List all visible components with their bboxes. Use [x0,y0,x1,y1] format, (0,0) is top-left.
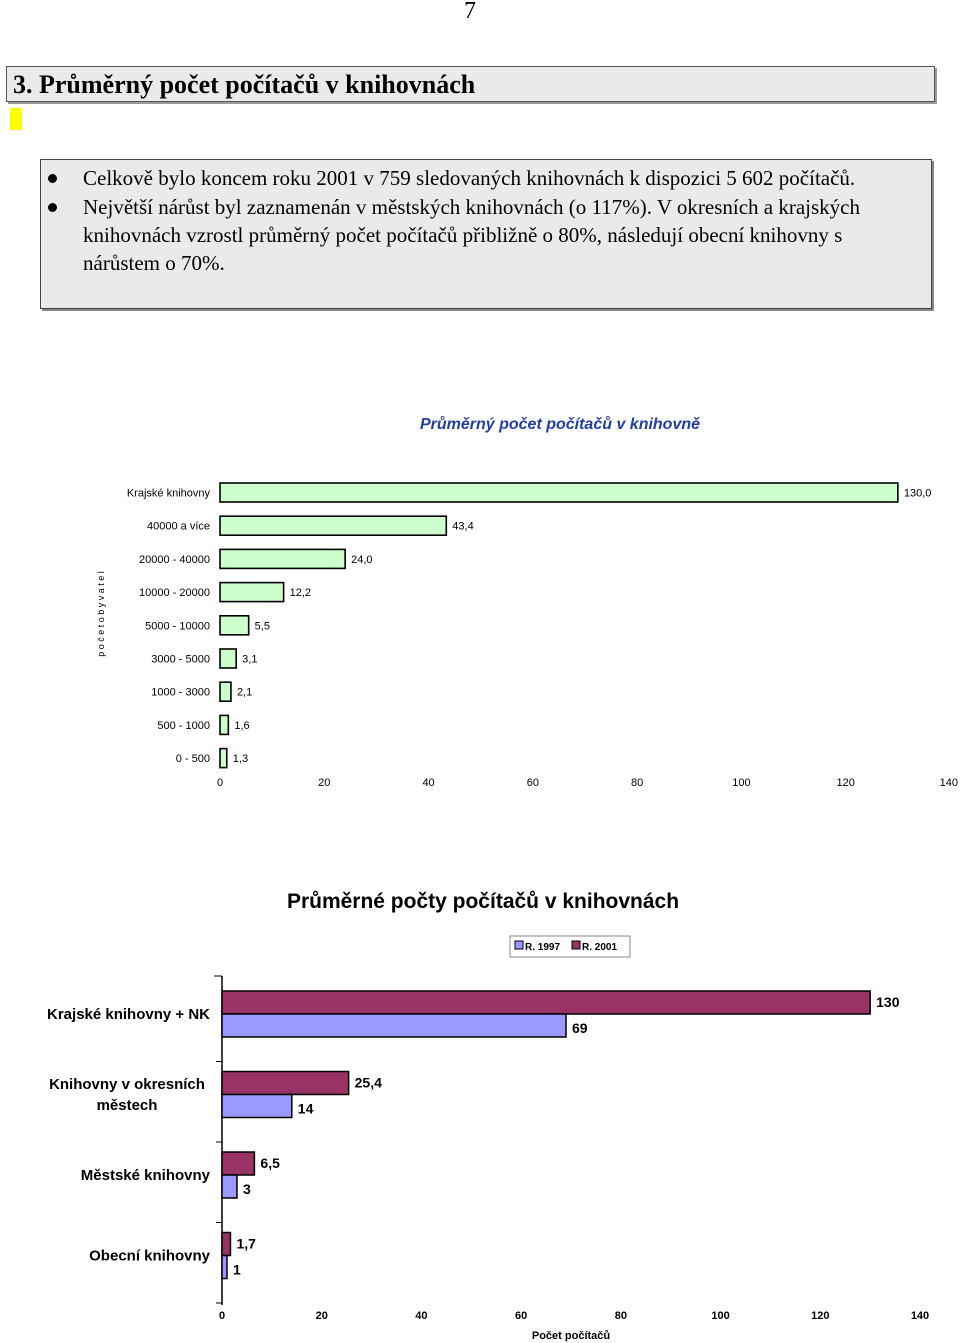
bar [220,516,446,535]
data-label: 24,0 [351,553,373,566]
bar-1997 [222,1095,292,1118]
data-label: 5,5 [254,620,270,633]
bar [220,549,345,568]
category-label: 40000 a více [147,520,210,533]
summary-item [41,193,901,277]
chart-title: Průměrný počet počítačů v knihovně [419,416,701,433]
bar [220,649,236,668]
data-label: 1 [232,1261,241,1278]
x-tick-label: 0 [216,777,224,789]
data-label: 43,4 [452,520,474,533]
category-label: 1000 - 3000 [151,686,210,699]
y-axis-label: p o č e t o b y v a t e l [96,571,106,657]
x-tick-label: 60 [515,1310,528,1322]
section-heading-box [6,66,935,102]
x-tick-label: 80 [631,777,644,789]
summary-item [41,164,901,192]
data-label: 2,1 [236,686,253,699]
summary-text: Celkově bylo koncem roku 2001 v 759 sledovaných knihovnách k dispozici 5 602 počítačů. [83,166,856,190]
bullet-icon [48,203,57,212]
category-label: Krajské knihovny [126,487,210,500]
category-label: Městské knihovny [80,1167,210,1184]
data-label: 14 [297,1100,314,1117]
x-axis-label: Počet počítačů [531,1330,611,1342]
data-label: 3 [242,1181,251,1197]
x-tick-label: 40 [415,1310,428,1322]
data-label: 69 [572,1020,588,1036]
x-tick-label: 60 [526,777,539,789]
x-tick-label: 80 [614,1310,627,1322]
bar [220,583,284,602]
x-tick-label: 0 [218,1310,226,1322]
category-label: 5000 - 10000 [145,620,210,633]
data-label: 130 [876,994,900,1010]
category-label: 20000 - 40000 [139,553,210,566]
data-label: 6,5 [260,1155,280,1171]
bar [220,715,228,734]
legend-label: R. 1997 [525,942,561,953]
x-tick-label: 140 [939,777,958,789]
bar-1997 [222,1014,566,1037]
data-label: 1,7 [236,1235,256,1252]
category-label: Obecní knihovny [89,1247,210,1265]
bar-1997 [222,1175,237,1198]
bar-2001 [222,1072,349,1095]
chart-comparison [0,880,960,1343]
section-heading: 3. Průměrný počet počítačů v knihovnách [13,70,476,99]
bar-2001 [222,1233,230,1256]
chart-per-library [0,400,960,800]
x-tick-label: 120 [836,777,855,789]
bar-2001 [222,991,870,1014]
x-tick-label: 100 [732,777,751,789]
data-label: 3,1 [242,653,258,666]
category-label: 0 - 500 [175,753,210,766]
bar [220,616,249,635]
x-tick-label: 20 [318,777,331,789]
data-label: 1,3 [232,753,249,766]
category-label: 3000 - 5000 [151,653,210,666]
bullet-icon [48,174,57,183]
highlight-mark [10,108,22,130]
bar [220,483,898,502]
x-tick-label: 100 [711,1310,730,1322]
data-label: 25,4 [354,1074,382,1091]
x-tick-label: 40 [422,777,435,789]
summary-box [40,159,932,309]
legend-label: R. 2001 [582,942,618,953]
category-label: 10000 - 20000 [139,587,210,600]
x-tick-label: 120 [811,1310,830,1322]
category-label: Knihovny v okresních [49,1076,205,1093]
chart-title: Průměrné počty počítačů v knihovnách [286,890,680,913]
x-tick-label: 20 [315,1310,328,1322]
data-label: 1,6 [234,719,250,732]
summary-text: Největší nárůst byl zaznamenán v městských knihovnách (o 117%). V okresních a krajských knihovnách vzrostl průměrný počet počítačů přibližně o 80%, následují obecní knihovny s nárůstem o 70%. [83,195,860,275]
legend-swatch [515,941,523,949]
legend-swatch [572,941,580,949]
category-label: Krajské knihovny + NK [47,1006,210,1023]
bar-1997 [222,1256,227,1279]
category-label: 500 - 1000 [157,719,210,732]
bar [220,749,227,768]
x-tick-label: 140 [910,1310,930,1322]
bar [220,682,231,701]
page-number: 7 [464,0,476,24]
bar-2001 [222,1152,254,1175]
category-label: městech [96,1097,158,1114]
data-label: 12,2 [289,587,312,600]
data-label: 130,0 [903,487,932,500]
summary-list [41,164,901,278]
